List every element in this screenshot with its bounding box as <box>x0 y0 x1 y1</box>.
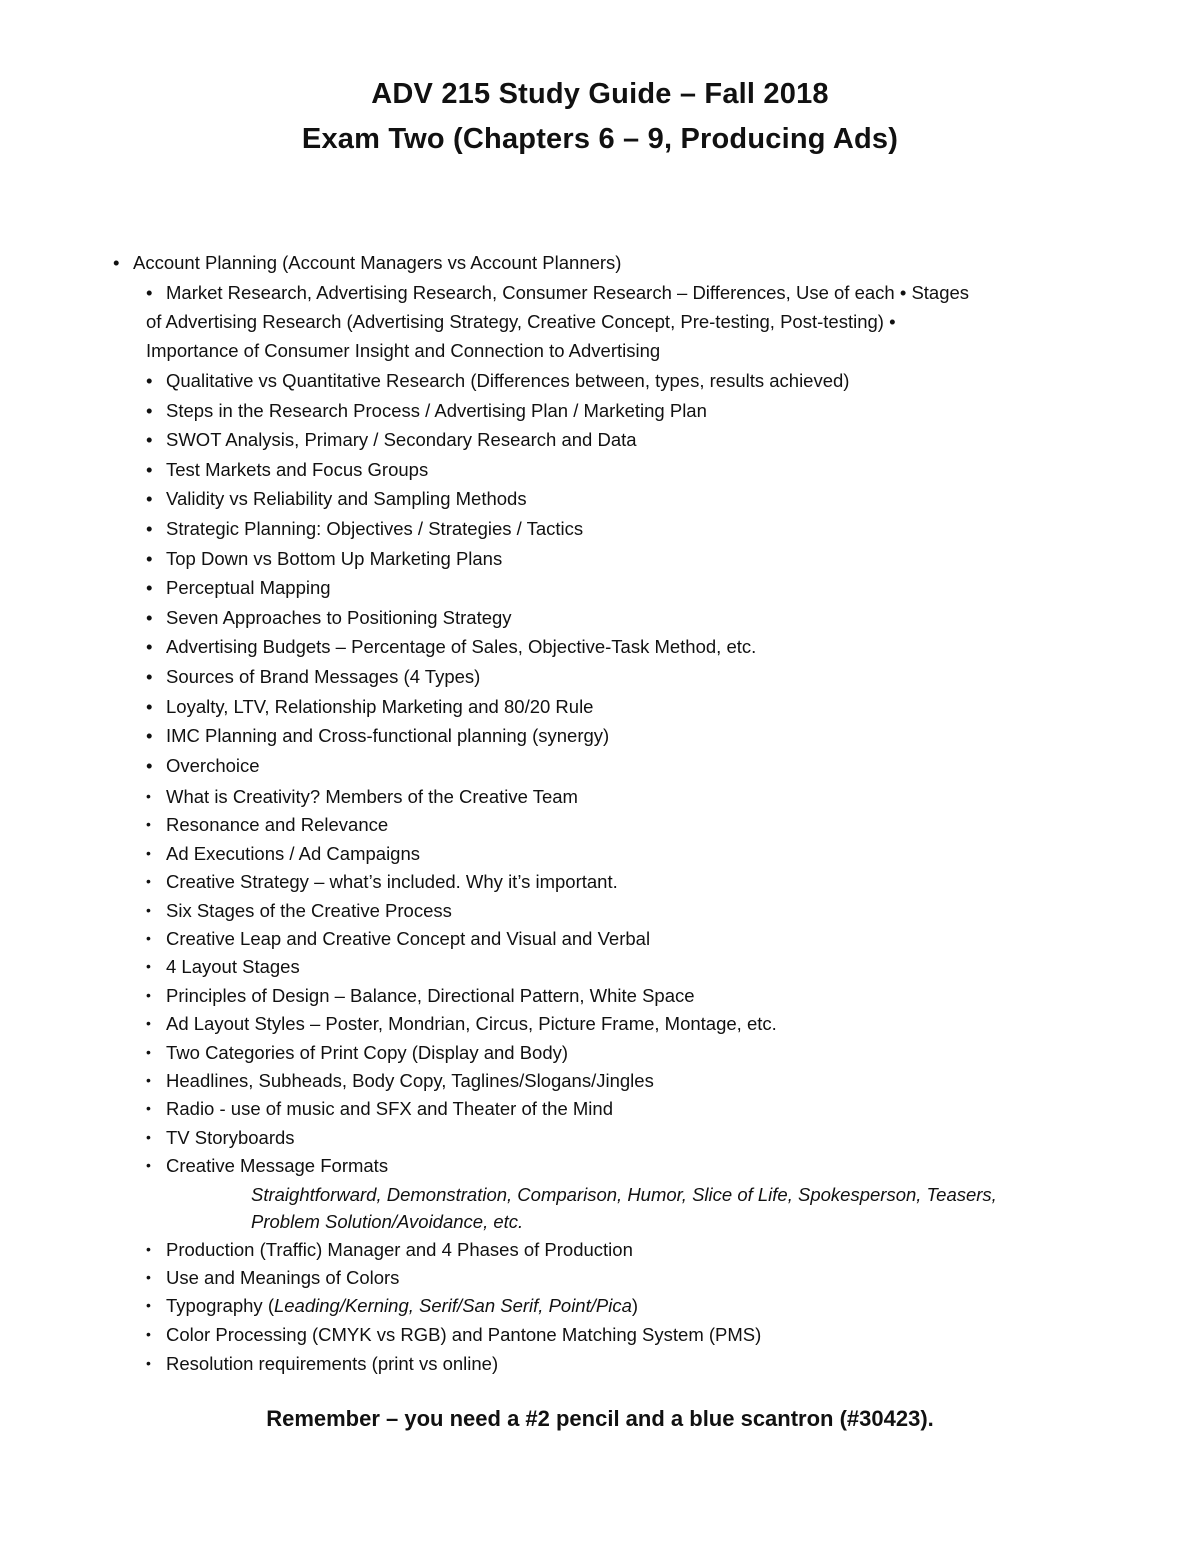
bullet-icon: • <box>146 488 153 510</box>
bullet-icon: • <box>146 816 151 833</box>
list-item-text: Loyalty, LTV, Relationship Marketing and 80/20 Rule <box>166 695 594 717</box>
list-item <box>146 955 300 980</box>
bullet-icon: • <box>146 1355 151 1371</box>
bullet-icon: • <box>146 429 153 451</box>
bullet-icon: • <box>146 282 153 303</box>
list-item-text: Validity vs Reliability and Sampling Methods <box>166 488 527 510</box>
bullet-icon: • <box>146 788 151 804</box>
list-item-text: Resolution requirements (print vs online) <box>166 1353 499 1374</box>
list-item-text: Strategic Planning: Objectives / Strategies / Tactics <box>166 518 584 539</box>
bullet-icon: • <box>146 458 153 480</box>
list-item <box>146 458 428 482</box>
list-item <box>146 1041 568 1066</box>
list-item-text: Ad Layout Styles – Poster, Mondrian, Circus, Picture Frame, Montage, etc. <box>166 1013 777 1035</box>
bullet-icon: • <box>146 958 151 975</box>
list-item <box>146 635 756 659</box>
list-item-text: Top Down vs Bottom Up Marketing Plans <box>166 547 503 569</box>
formats-examples: Straightforward, Demonstration, Comparison, Humor, Slice of Life, Spokesperson, Teasers, <box>251 1184 997 1205</box>
list-item <box>146 1266 399 1291</box>
list-item <box>146 606 512 630</box>
bullet-icon: • <box>146 844 151 861</box>
list-item-text: Creative Leap and Creative Concept and Visual and Verbal <box>166 928 651 949</box>
list-item-text: Market Research, Advertising Research, Consumer Research – Differences, Use of each • Stages <box>166 282 970 303</box>
list-item-text-italic: Leading/Kerning, Serif/San Serif, Point/Pica <box>273 1295 632 1316</box>
list-item <box>146 842 420 867</box>
list-item <box>146 399 707 423</box>
bullet-icon: • <box>146 606 153 628</box>
list-item-text: Overchoice <box>166 754 260 776</box>
list-item <box>146 1097 613 1122</box>
list-item-text: SWOT Analysis, Primary / Secondary Research and Data <box>166 429 637 451</box>
list-item-text: Steps in the Research Process / Advertising Plan / Marketing Plan <box>166 399 707 421</box>
bullet-icon: • <box>146 754 153 776</box>
bullet-icon: • <box>146 1157 151 1174</box>
list-item-text: Qualitative vs Quantitative Research (Differences between, types, results achieved) <box>166 370 850 391</box>
list-item-text: Sources of Brand Messages (4 Types) <box>166 666 481 687</box>
list-item <box>146 870 618 895</box>
bullet-icon: • <box>146 725 153 747</box>
list-item <box>146 1323 761 1348</box>
bullet-icon: • <box>146 518 153 539</box>
bullet-icon: • <box>146 1072 151 1088</box>
bullet-icon: • <box>146 873 151 890</box>
bullet-icon: • <box>146 1100 151 1117</box>
list-item-continuation: Importance of Consumer Insight and Connection to Advertising <box>146 340 661 361</box>
list-item <box>146 927 650 952</box>
list-item-continuation: of Advertising Research (Advertising Strategy, Creative Concept, Pre-testing, Post-testing) • <box>146 311 896 332</box>
page-subtitle: Exam Two (Chapters 6 – 9, Producing Ads) <box>301 123 899 155</box>
list-item-text: Creative Strategy – what’s included. Why it’s important. <box>166 871 618 893</box>
list-item-text: Production (Traffic) Manager and 4 Phases of Production <box>166 1239 633 1260</box>
list-item-text: Principles of Design – Balance, Directional Pattern, White Space <box>166 984 695 1006</box>
bullet-icon: • <box>146 930 151 946</box>
bullet-icon: • <box>146 1241 151 1257</box>
list-item-text: Advertising Budgets – Percentage of Sales, Objective-Task Method, etc. <box>166 636 757 658</box>
list-item-text: Two Categories of Print Copy (Display and Body) <box>166 1041 569 1063</box>
list-item <box>146 665 480 689</box>
bullet-icon: • <box>146 695 153 717</box>
bullet-icon: • <box>146 636 153 658</box>
list-item-text: What is Creativity? Members of the Creative Team <box>166 786 578 807</box>
bullet-icon: • <box>146 986 151 1003</box>
list-item-text: Test Markets and Focus Groups <box>166 458 429 480</box>
list-item <box>146 1012 777 1037</box>
list-item-text: 4 Layout Stages <box>166 956 300 978</box>
bullet-icon: • <box>146 1015 151 1032</box>
bullet-icon: • <box>146 666 153 687</box>
list-item-text: Account Planning (Account Managers vs Account Planners) <box>133 252 622 273</box>
list-item <box>146 428 637 452</box>
bullet-icon: • <box>146 901 151 918</box>
bullet-icon: • <box>146 1269 151 1285</box>
list-item <box>146 369 849 393</box>
list-item-text: Seven Approaches to Positioning Strategy <box>166 606 512 628</box>
list-item <box>146 1154 388 1179</box>
bullet-icon: • <box>146 399 153 421</box>
list-item-text: Resonance and Relevance <box>166 814 389 836</box>
list-item <box>146 576 331 600</box>
list-item <box>146 517 583 541</box>
bullet-icon: • <box>113 252 120 273</box>
list-item <box>146 984 695 1009</box>
list-item-text: Radio - use of music and SFX and Theater of the Mind <box>166 1098 613 1120</box>
bullet-icon: • <box>146 547 153 569</box>
list-item-text: Perceptual Mapping <box>166 577 331 599</box>
list-item <box>146 695 593 719</box>
list-item <box>146 899 452 924</box>
list-item <box>146 1126 295 1151</box>
bullet-icon: • <box>146 1043 151 1060</box>
list-item-text: Creative Message Formats <box>166 1155 389 1177</box>
list-item <box>146 281 969 305</box>
list-item <box>146 813 388 838</box>
list-item <box>146 754 260 778</box>
list-item <box>146 487 527 511</box>
list-item <box>146 1238 633 1263</box>
list-item-text: Use and Meanings of Colors <box>166 1267 400 1288</box>
exam-reminder: Remember – you need a #2 pencil and a blue scantron (#30423). <box>266 1406 934 1431</box>
list-item-text: IMC Planning and Cross-functional planning (synergy) <box>166 725 610 747</box>
formats-examples: Problem Solution/Avoidance, etc. <box>251 1211 524 1232</box>
list-item <box>146 1069 654 1094</box>
list-item-text: ) <box>631 1295 639 1316</box>
list-item <box>113 251 621 275</box>
list-item-text: TV Storyboards <box>166 1126 295 1148</box>
list-item-text: Six Stages of the Creative Process <box>166 899 452 921</box>
bullet-icon: • <box>146 1326 151 1342</box>
bullet-icon: • <box>146 1297 151 1313</box>
list-item-text: Headlines, Subheads, Body Copy, Taglines/Slogans/Jingles <box>166 1070 654 1091</box>
list-item <box>146 785 578 810</box>
list-item <box>146 547 502 571</box>
bullet-icon: • <box>146 577 153 599</box>
list-item <box>146 1294 638 1319</box>
list-item-text: Color Processing (CMYK vs RGB) and Pantone Matching System (PMS) <box>166 1324 762 1345</box>
page-title: ADV 215 Study Guide – Fall 2018 <box>371 78 829 110</box>
bullet-icon: • <box>146 1128 151 1145</box>
list-item-text: Typography ( <box>166 1295 274 1316</box>
list-item-text: Ad Executions / Ad Campaigns <box>166 842 421 864</box>
list-item <box>146 724 609 748</box>
bullet-icon: • <box>146 370 153 391</box>
list-item <box>146 1352 498 1377</box>
